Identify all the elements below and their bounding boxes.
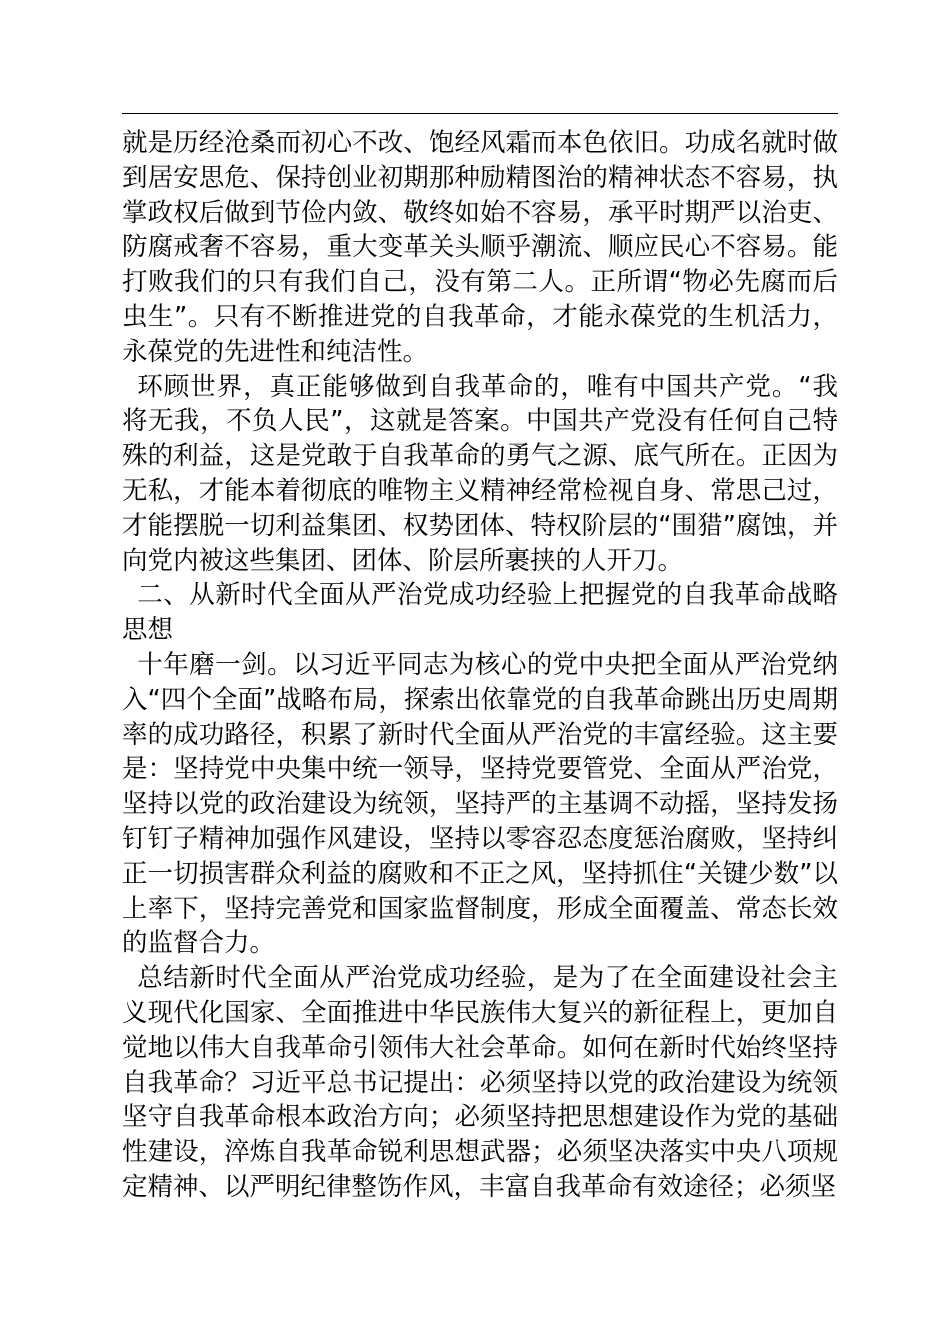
paragraph-summary-experience: 总结新时代全面从严治党成功经验，是为了在全面建设社会主义现代化国家、全面推进中华民族伟大复兴的新征程上，更加自觉地以伟大自我革命引领伟大社会革命。如何在新时代始终坚持自我革命？习近平总书记提出：必须坚持以党的政治建设为统领坚守自我革命根本政治方向；必须坚持把思想建设作为党的基础性建设，淬炼自我革命锐利思想武器；必须坚决落实中央八项规定精神、以严明纪律整饬作风，丰富自我革命有效途径；必须坚 (122, 963, 838, 1202)
paragraph-ten-years: 十年磨一剑。以习近平同志为核心的党中央把全面从严治党纳入“四个全面”战略布局，探索出依靠党的自我革命跳出历史周期率的成功路径，积累了新时代全面从严治党的丰富经验。这主要是：坚持党中央集中统一领导，坚持党要管党、全面从严治党，坚持以党的政治建设为统领，坚持严的主基调不动摇，坚持发扬钉钉子精神加强作风建设，坚持以零容忍态度惩治腐败，坚持纠正一切损害群众利益的腐败和不正之风，坚持抓住“关键少数”以上率下，坚持完善党和国家监督制度，形成全面覆盖、常态长效的监督合力。 (122, 649, 838, 959)
section-heading-two: 二、从新时代全面从严治党成功经验上把握党的自我革命战略思想 (122, 580, 838, 646)
header-rule (122, 113, 838, 114)
paragraph-continuation: 就是历经沧桑而初心不改、饱经风霜而本色依旧。功成名就时做到居安思危、保持创业初期那种励精图治的精神状态不容易，执掌政权后做到节俭内敛、敬终如始不容易，承平时期严以治吏、防腐戒奢不容易，重大变革关头顺乎潮流、顺应民心不容易。能打败我们的只有我们自己，没有第二人。正所谓“物必先腐而后虫生”。只有不断推进党的自我革命，才能永葆党的生机活力，永葆党的先进性和纯洁性。 (122, 128, 838, 367)
paragraph-self-revolution-world: 环顾世界，真正能够做到自我革命的，唯有中国共产党。“我将无我，不负人民”，这就是答案。中国共产党没有任何自己特殊的利益，这是党敢于自我革命的勇气之源、底气所在。正因为无私，才能本着彻底的唯物主义精神经常检视自身、常思己过，才能摆脱一切利益集团、权势团体、特权阶层的“围猎”腐蚀，并向党内被这些集团、团体、阶层所裹挟的人开刀。 (122, 371, 838, 576)
document-body (122, 126, 838, 1205)
